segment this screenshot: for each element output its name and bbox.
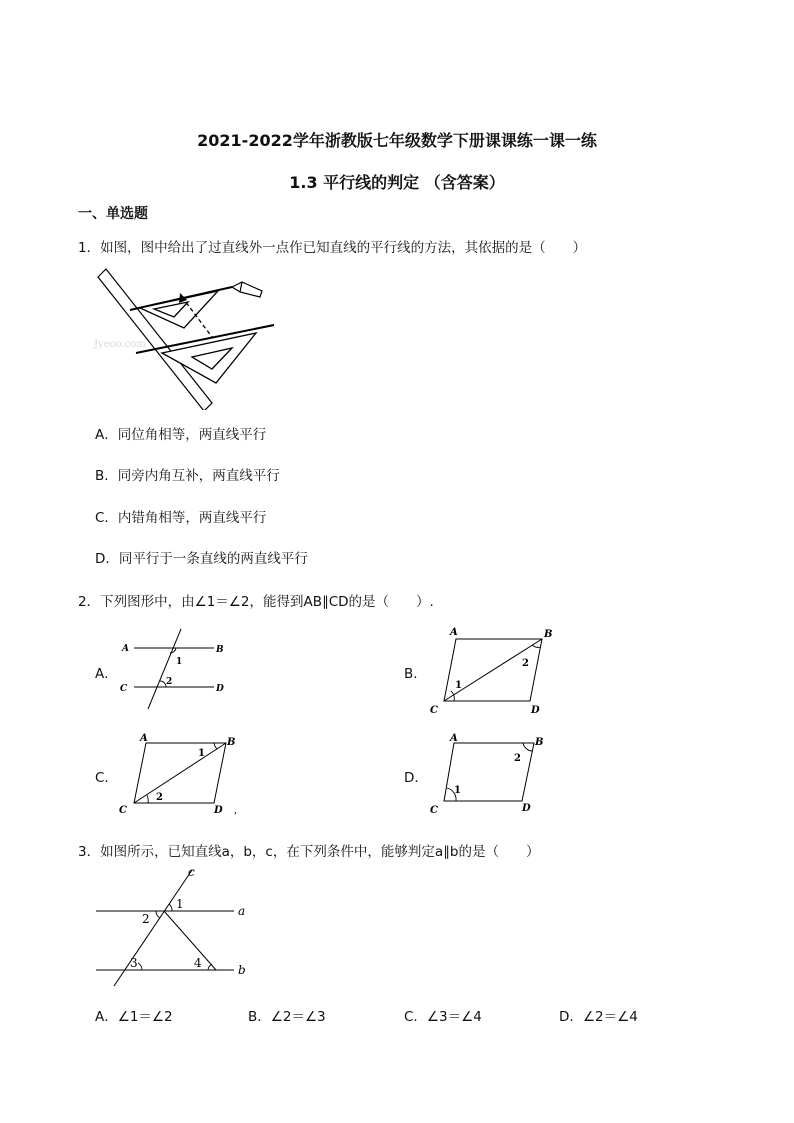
- q2-figure-d: [424, 733, 554, 815]
- q3-option-b: B．∠2＝∠3: [248, 1009, 326, 1025]
- svg-text:1: 1: [176, 657, 183, 667]
- svg-text:C: C: [119, 805, 127, 815]
- watermark-text: Jyeoo.com: [94, 339, 146, 350]
- svg-text:C: C: [430, 705, 438, 716]
- q1-option-c: C．内错角相等，两直线平行: [95, 510, 267, 526]
- q2-figure-c: [116, 733, 246, 815]
- document-title: 2021-2022学年浙教版七年级数学下册课课练一课一练: [197, 131, 597, 150]
- svg-text:B: B: [535, 737, 544, 748]
- question-2-stem: 2．下列图形中，由∠1＝∠2，能得到AB∥CD的是（ ）.: [78, 594, 434, 610]
- section-heading: 一、单选题: [78, 206, 148, 222]
- svg-text:A: A: [450, 733, 458, 744]
- q2-option-d-label: D．: [404, 770, 428, 786]
- svg-text:A: A: [122, 644, 129, 654]
- svg-text:4: 4: [194, 956, 202, 970]
- q1-option-b: B．同旁内角互补，两直线平行: [95, 468, 280, 484]
- question-3-figure: [92, 866, 262, 991]
- svg-text:2: 2: [514, 753, 521, 764]
- svg-text:C: C: [430, 805, 438, 815]
- svg-text:3: 3: [130, 956, 138, 970]
- svg-text:D: D: [216, 684, 224, 694]
- svg-text:B: B: [544, 629, 553, 640]
- q2-option-c-label: C．: [95, 770, 118, 786]
- svg-text:,: ,: [234, 805, 238, 815]
- svg-text:D: D: [522, 803, 531, 814]
- q2-option-a-label: A．: [95, 666, 118, 682]
- svg-text:1: 1: [176, 897, 184, 911]
- document-subtitle: 1.3 平行线的判定 （含答案）: [289, 173, 505, 192]
- svg-text:C: C: [120, 684, 128, 694]
- q1-option-a: A．同位角相等，两直线平行: [95, 427, 267, 443]
- svg-text:b: b: [238, 963, 246, 977]
- svg-text:2: 2: [142, 912, 150, 926]
- svg-text:1: 1: [198, 748, 205, 759]
- svg-text:A: A: [140, 733, 148, 744]
- question-3-stem: 3．如图所示，已知直线a，b，c，在下列条件中，能够判定a∥b的是（ ）: [78, 844, 540, 860]
- q1-option-d: D．同平行于一条直线的两直线平行: [95, 551, 308, 567]
- upper-set-square: [140, 291, 218, 328]
- q3-option-d: D．∠2＝∠4: [559, 1009, 638, 1025]
- question-1-figure: [92, 265, 277, 410]
- svg-text:2: 2: [156, 792, 163, 803]
- pencil-shape: [232, 282, 262, 297]
- svg-text:D: D: [214, 805, 223, 815]
- svg-text:c: c: [188, 866, 195, 879]
- svg-text:A: A: [450, 627, 458, 638]
- question-1-stem: 1．如图，图中给出了过直线外一点作已知直线的平行线的方法，其依据的是（ ）: [78, 240, 587, 256]
- svg-text:B: B: [216, 645, 224, 655]
- svg-text:2: 2: [166, 677, 173, 687]
- q3-option-c: C．∠3＝∠4: [404, 1009, 482, 1025]
- q2-figure-b: [424, 625, 564, 717]
- svg-text:1: 1: [454, 785, 461, 796]
- q3-option-a: A．∠1＝∠2: [95, 1009, 173, 1025]
- svg-text:B: B: [227, 737, 236, 748]
- svg-text:D: D: [531, 705, 540, 716]
- svg-text:1: 1: [455, 680, 462, 691]
- q2-option-b-label: B．: [404, 666, 427, 682]
- q2-figure-a: [118, 625, 228, 713]
- svg-text:a: a: [238, 904, 246, 918]
- svg-text:2: 2: [522, 658, 529, 669]
